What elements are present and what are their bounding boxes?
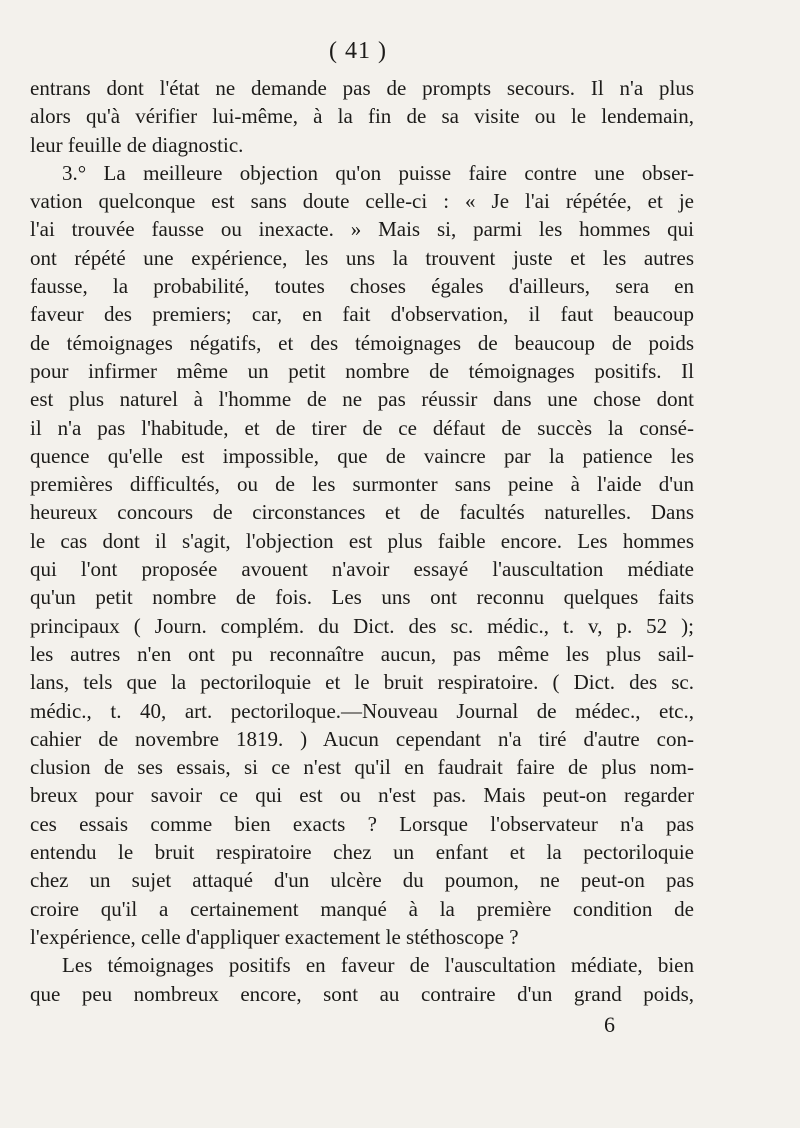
body-text <box>30 74 694 1008</box>
text-line: pour infirmer même un petit nombre de témoignages positifs. Il <box>30 358 694 383</box>
text-line: chez un sujet attaqué d'un ulcère du poumon, ne peut-on pas <box>30 868 694 893</box>
text-line: vation quelconque est sans doute celle-ci : « Je l'ai répétée, et je <box>30 189 694 214</box>
text-line: l'ai trouvée fausse ou inexacte. » Mais si, parmi les hommes qui <box>30 217 694 242</box>
text-line: lans, tels que la pectoriloquie et le bruit respiratoire. ( Dict. des sc. <box>30 670 694 695</box>
text-line: quence qu'elle est impossible, que de vaincre par la patience les <box>30 443 694 468</box>
text-line: heureux concours de circonstances et de facultés naturelles. Dans <box>30 500 694 525</box>
text-line: médic., t. 40, art. pectoriloque.—Nouveau Journal de médec., etc., <box>30 698 694 723</box>
text-line: est plus naturel à l'homme de ne pas réussir dans une chose dont <box>30 387 694 412</box>
text-line: qu'un petit nombre de fois. Les uns ont reconnu quelques faits <box>30 585 694 610</box>
text-line: premières difficultés, ou de les surmonter sans peine à l'aide d'un <box>30 472 694 497</box>
text-line: l'expérience, celle d'appliquer exactement le stéthoscope ? <box>30 924 519 949</box>
page-number: ( 41 ) <box>329 38 387 64</box>
text-line: 3.° La meilleure objection qu'on puisse faire contre une obser- <box>62 160 694 185</box>
text-line: principaux ( Journ. complém. du Dict. des sc. médic., t. v, p. 52 ); <box>30 613 694 638</box>
text-line: ont répété une expérience, les uns la trouvent juste et les autres <box>30 245 694 270</box>
text-line: il n'a pas l'habitude, et de tirer de ce défaut de succès la consé- <box>30 415 694 440</box>
text-line: entendu le bruit respiratoire chez un enfant et la pectoriloquie <box>30 840 694 865</box>
signature-mark: 6 <box>604 1012 615 1037</box>
text-line: croire qu'il a certainement manqué à la première condition de <box>30 896 694 921</box>
text-line: le cas dont il s'agit, l'objection est plus faible encore. Les hommes <box>30 528 694 553</box>
text-line: les autres n'en ont pu reconnaître aucun, pas même les plus sail- <box>30 641 694 666</box>
text-line: breux pour savoir ce qui est ou n'est pas. Mais peut-on regarder <box>30 783 694 808</box>
text-line: entrans dont l'état ne demande pas de prompts secours. Il n'a plus <box>30 76 694 100</box>
text-line: clusion de ses essais, si ce n'est qu'il en faudrait faire de plus nom- <box>30 755 694 780</box>
text-line: leur feuille de diagnostic. <box>30 132 244 157</box>
text-line: de témoignages négatifs, et des témoignages de beaucoup de poids <box>30 330 694 355</box>
text-line: que peu nombreux encore, sont au contraire d'un grand poids, <box>30 981 694 1006</box>
text-line: qui l'ont proposée avouent n'avoir essayé l'auscultation médiate <box>30 557 694 582</box>
text-line: fausse, la probabilité, toutes choses égales d'ailleurs, sera en <box>30 274 694 299</box>
text-line: cahier de novembre 1819. ) Aucun cependant n'a tiré d'autre con- <box>30 726 694 751</box>
text-line: ces essais comme bien exacts ? Lorsque l'observateur n'a pas <box>30 811 694 836</box>
text-line: Les témoignages positifs en faveur de l'auscultation médiate, bien <box>62 953 694 978</box>
text-line: alors qu'à vérifier lui-même, à la fin de sa visite ou le lendemain, <box>30 104 694 129</box>
text-line: faveur des premiers; car, en fait d'observation, il faut beaucoup <box>30 302 694 327</box>
